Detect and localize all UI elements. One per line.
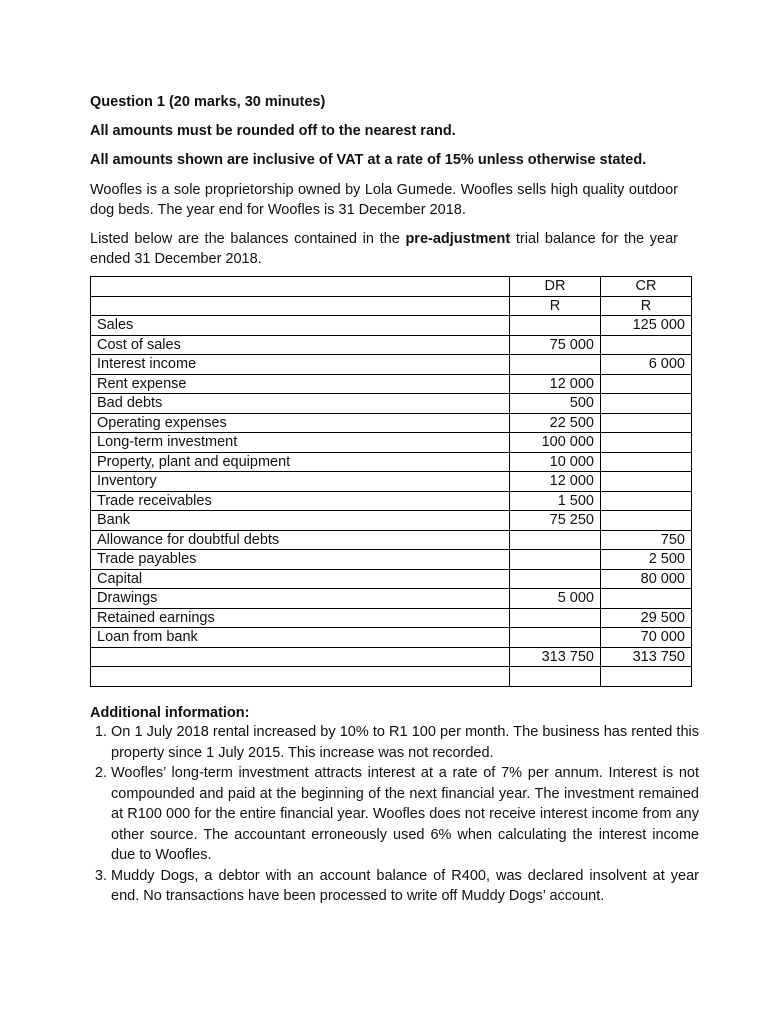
row-label: Capital xyxy=(91,569,510,589)
dr-header: DR xyxy=(510,277,601,297)
row-label: Retained earnings xyxy=(91,608,510,628)
table-row xyxy=(91,491,692,511)
table-row xyxy=(91,550,692,570)
additional-info-list xyxy=(90,722,699,907)
unit-label-cell xyxy=(91,296,510,316)
row-dr: 100 000 xyxy=(510,433,601,453)
row-label: Sales xyxy=(91,316,510,336)
listed-text-after: trial balance for the year ended 31 December 2018. xyxy=(90,231,678,267)
row-dr xyxy=(510,628,601,648)
row-dr: 5 000 xyxy=(510,589,601,609)
empty-cell xyxy=(91,667,510,687)
question-title: Question 1 (20 marks, 30 minutes) xyxy=(90,94,326,110)
additional-info-item: 3. Muddy Dogs, a debtor with an account balance of R400, was declared insolvent at year end. No transactions have been processed to write off Muddy Dogs’ account. xyxy=(111,866,699,907)
table-row xyxy=(91,452,692,472)
unit-row xyxy=(91,296,692,316)
vat-instruction: All amounts shown are inclusive of VAT at a rate of 15% unless otherwise stated. xyxy=(90,152,647,168)
total-dr: 313 750 xyxy=(510,647,601,667)
row-label: Rent expense xyxy=(91,374,510,394)
table-row xyxy=(91,511,692,531)
header-row xyxy=(91,277,692,297)
listed-text-bold: pre-adjustment xyxy=(405,231,511,247)
row-dr: 10 000 xyxy=(510,452,601,472)
row-label: Operating expenses xyxy=(91,413,510,433)
table-row xyxy=(91,433,692,453)
row-cr: 125 000 xyxy=(601,316,692,336)
row-label: Cost of sales xyxy=(91,335,510,355)
table-row xyxy=(91,413,692,433)
row-label: Interest income xyxy=(91,355,510,375)
row-cr xyxy=(601,413,692,433)
row-cr xyxy=(601,374,692,394)
table-row xyxy=(91,316,692,336)
table-row xyxy=(91,472,692,492)
row-cr xyxy=(601,335,692,355)
row-dr xyxy=(510,530,601,550)
empty-row xyxy=(91,667,692,687)
trial-balance-table xyxy=(90,276,692,687)
row-dr: 12 000 xyxy=(510,472,601,492)
cr-unit: R xyxy=(601,296,692,316)
table-row xyxy=(91,628,692,648)
row-cr xyxy=(601,589,692,609)
table-row xyxy=(91,355,692,375)
row-dr: 75 000 xyxy=(510,335,601,355)
table-row xyxy=(91,530,692,550)
total-label-cell xyxy=(91,647,510,667)
row-label: Bank xyxy=(91,511,510,531)
row-label: Property, plant and equipment xyxy=(91,452,510,472)
row-label: Trade receivables xyxy=(91,491,510,511)
additional-info-title: Additional information: xyxy=(90,705,250,721)
row-label: Trade payables xyxy=(91,550,510,570)
row-dr xyxy=(510,316,601,336)
cr-header: CR xyxy=(601,277,692,297)
row-dr: 22 500 xyxy=(510,413,601,433)
table-row xyxy=(91,335,692,355)
row-cr xyxy=(601,511,692,531)
table-row xyxy=(91,569,692,589)
table-row xyxy=(91,608,692,628)
row-label: Allowance for doubtful debts xyxy=(91,530,510,550)
additional-info-item: 1. On 1 July 2018 rental increased by 10% to R1 100 per month. The business has rented this property since 1 July 2015. This increase was not recorded. xyxy=(111,722,699,763)
row-label: Bad debts xyxy=(91,394,510,414)
rounding-instruction: All amounts must be rounded off to the nearest rand. xyxy=(90,123,456,139)
total-row xyxy=(91,647,692,667)
row-cr: 750 xyxy=(601,530,692,550)
row-dr: 12 000 xyxy=(510,374,601,394)
row-dr xyxy=(510,569,601,589)
intro-paragraph: Woofles is a sole proprietorship owned by Lola Gumede. Woofles sells high quality outdoor dog beds. The year end for Woofles is 31 December 2018. xyxy=(90,182,678,218)
row-label: Inventory xyxy=(91,472,510,492)
table-row xyxy=(91,589,692,609)
row-cr xyxy=(601,452,692,472)
header-label-cell xyxy=(91,277,510,297)
row-dr xyxy=(510,608,601,628)
table-row xyxy=(91,374,692,394)
listed-text-before: Listed below are the balances contained in the xyxy=(90,231,406,247)
additional-info-item: 2. Woofles’ long-term investment attracts interest at a rate of 7% per annum. Interest is not compounded and paid at the beginning of the next financial year. The investment remained at R100 000 for the entire financial year. Woofles does not receive interest income from any other source. The accountant erroneously used 6% when calculating the interest income due to Woofles. xyxy=(111,763,699,866)
empty-cell xyxy=(601,667,692,687)
row-cr xyxy=(601,433,692,453)
row-label: Long-term investment xyxy=(91,433,510,453)
row-cr xyxy=(601,394,692,414)
row-cr xyxy=(601,491,692,511)
row-cr xyxy=(601,472,692,492)
row-cr: 6 000 xyxy=(601,355,692,375)
row-cr: 2 500 xyxy=(601,550,692,570)
row-dr: 75 250 xyxy=(510,511,601,531)
row-dr: 1 500 xyxy=(510,491,601,511)
row-dr xyxy=(510,355,601,375)
table-row xyxy=(91,394,692,414)
dr-unit: R xyxy=(510,296,601,316)
listed-paragraph xyxy=(90,229,678,269)
row-cr: 29 500 xyxy=(601,608,692,628)
row-label: Loan from bank xyxy=(91,628,510,648)
row-cr: 70 000 xyxy=(601,628,692,648)
empty-cell xyxy=(510,667,601,687)
row-dr: 500 xyxy=(510,394,601,414)
total-cr: 313 750 xyxy=(601,647,692,667)
row-cr: 80 000 xyxy=(601,569,692,589)
row-label: Drawings xyxy=(91,589,510,609)
row-dr xyxy=(510,550,601,570)
